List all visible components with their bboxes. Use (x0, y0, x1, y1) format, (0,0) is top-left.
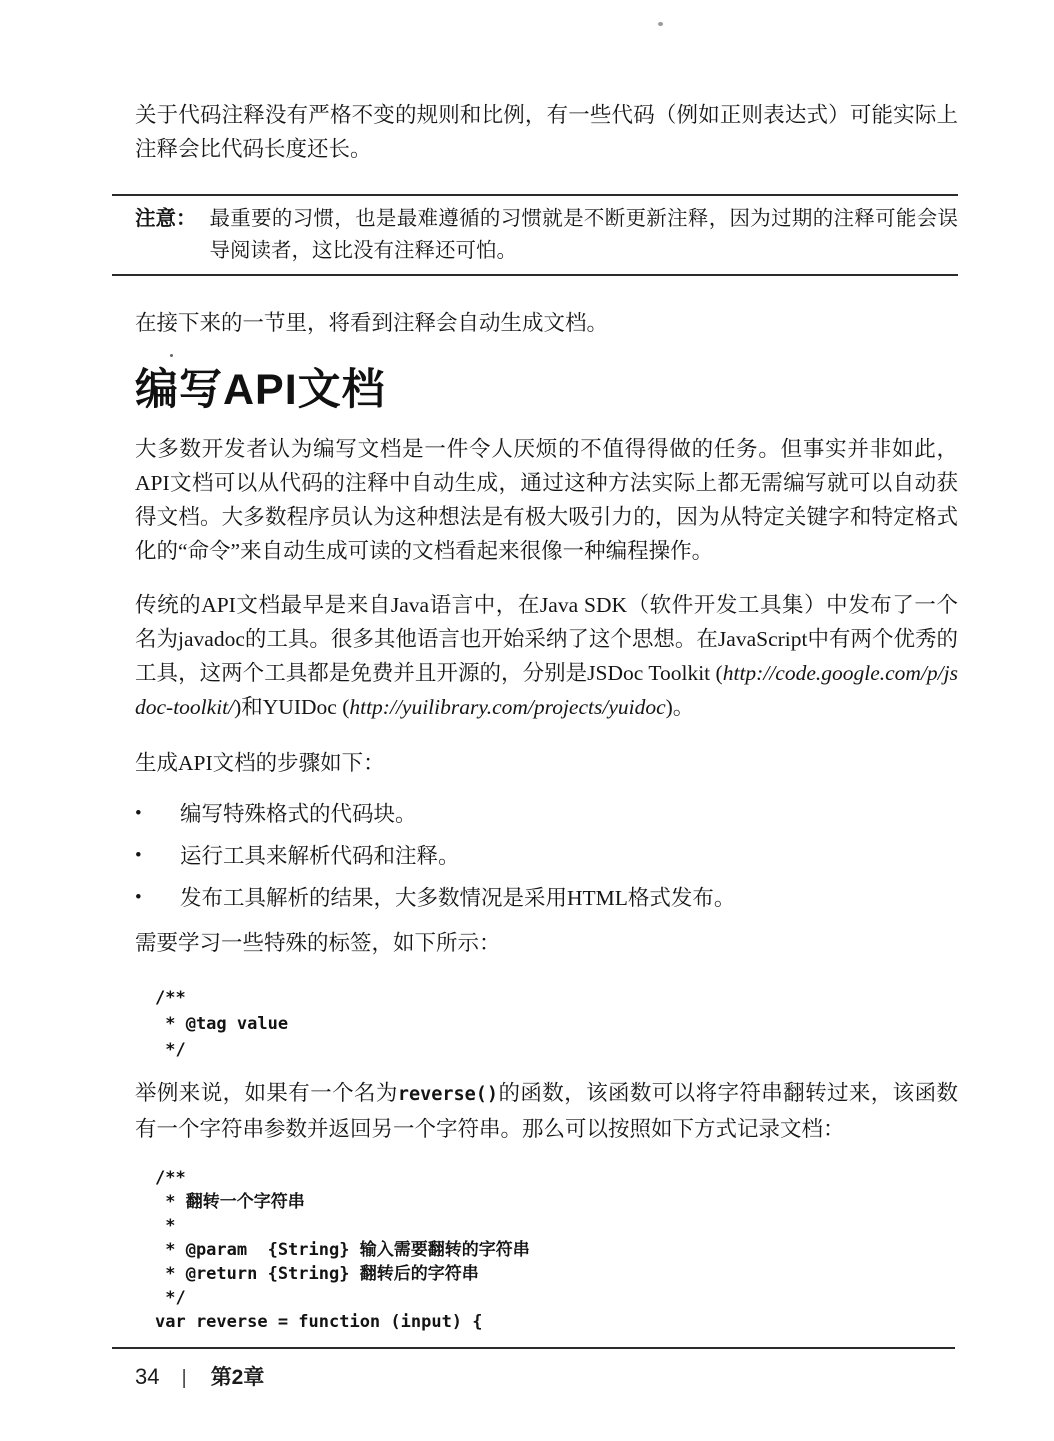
code-line: * @tag value (155, 1014, 289, 1034)
code-line: * (155, 1216, 176, 1236)
code-line: var reverse = function (input) { (155, 1312, 483, 1332)
code-line: * @param {String} 输入需要翻转的字符串 (155, 1240, 530, 1260)
para-api-docs: 大多数开发者认为编写文档是一件令人厌烦的不值得得做的任务。但事实并非如此，API文档可以从代码的注释中自动生成，通过这种方法实际上都无需编写就可以自动获得文档。大多数程序员认为这种想法是有极大吸引力的，因为从特定关键字和特定格式化的“命令”来自动生成可读的文档看起来很像一种编程操作。 (135, 437, 958, 563)
steps-intro: 生成API文档的步骤如下： (135, 751, 385, 775)
para-tools-text: )和YUIDoc ( (234, 695, 350, 719)
para-tools-text: 传统的API文档最早是来自Java语言中，在Java SDK（软件开发工具集）中发布了一个名为javadoc的工具。很多其他语言也开始采纳了这个思想。在JavaScript中有两个优秀的工具，这两个工具都是免费并且开源的，分别是JSDoc Toolkit ( (135, 593, 958, 685)
steps-list (135, 797, 958, 915)
code-line: * 翻转一个字符串 (155, 1192, 305, 1212)
section-heading: 编写API文档 (135, 366, 386, 414)
code-line: */ (155, 1288, 186, 1308)
scan-artifact-dot (170, 354, 173, 357)
code-line: /** (155, 1168, 186, 1188)
chapter-label: 第2章 (210, 1366, 265, 1389)
para-reverse-example (135, 1076, 958, 1146)
list-item (135, 839, 958, 873)
footer-divider: | (181, 1367, 187, 1389)
code-block-tag-example (155, 985, 958, 1063)
step-text: 运行工具来解析代码和注释。 (180, 844, 460, 868)
bullet-marker: • (135, 887, 142, 908)
step-text: 发布工具解析的结果，大多数情况是采用HTML格式发布。 (180, 886, 736, 910)
code-line: */ (155, 1040, 186, 1060)
code-line: * @return {String} 翻转后的字符串 (155, 1264, 479, 1284)
para-transition: 在接下来的一节里，将看到注释会自动生成文档。 (135, 311, 609, 335)
bullet-marker: • (135, 803, 142, 824)
code-line: /** (155, 988, 186, 1008)
tags-intro: 需要学习一些特殊的标签，如下所示： (135, 931, 501, 955)
code-block-reverse-example (155, 1166, 958, 1334)
para-tools-text: )。 (665, 695, 695, 719)
scan-artifact-dot (658, 22, 663, 26)
list-item (135, 797, 958, 831)
url-jsdoc-toolkit: http://code.google.com/p/jsdoc-toolkit/ (135, 661, 958, 719)
note-text: 最重要的习惯，也是最难遵循的习惯就是不断更新注释，因为过期的注释可能会误导阅读者，这比没有注释还可怕。 (209, 208, 958, 262)
note-block (112, 194, 958, 276)
inline-code-reverse: reverse() (397, 1084, 499, 1105)
page-footer (112, 1347, 955, 1391)
step-text: 编写特殊格式的代码块。 (180, 802, 417, 826)
page-number: 34 (135, 1364, 160, 1389)
para-reverse-text: 的函数，该函数可以将字符串翻转过来，该函数有一个字符串参数并返回另一个字符串。那么可以按照如下方式记录文档： (135, 1081, 958, 1141)
bullet-marker: • (135, 845, 142, 866)
note-body (135, 203, 958, 267)
para-tools (135, 588, 958, 724)
url-yuidoc: http://yuilibrary.com/projects/yuidoc (349, 695, 666, 719)
para-comments-ratio: 关于代码注释没有严格不变的规则和比例，有一些代码（例如正则表达式）可能实际上注释会比代码长度还长。 (135, 103, 958, 161)
note-label: 注意： (135, 208, 197, 230)
list-item (135, 881, 958, 915)
para-reverse-text: 举例来说，如果有一个名为 (135, 1081, 398, 1105)
